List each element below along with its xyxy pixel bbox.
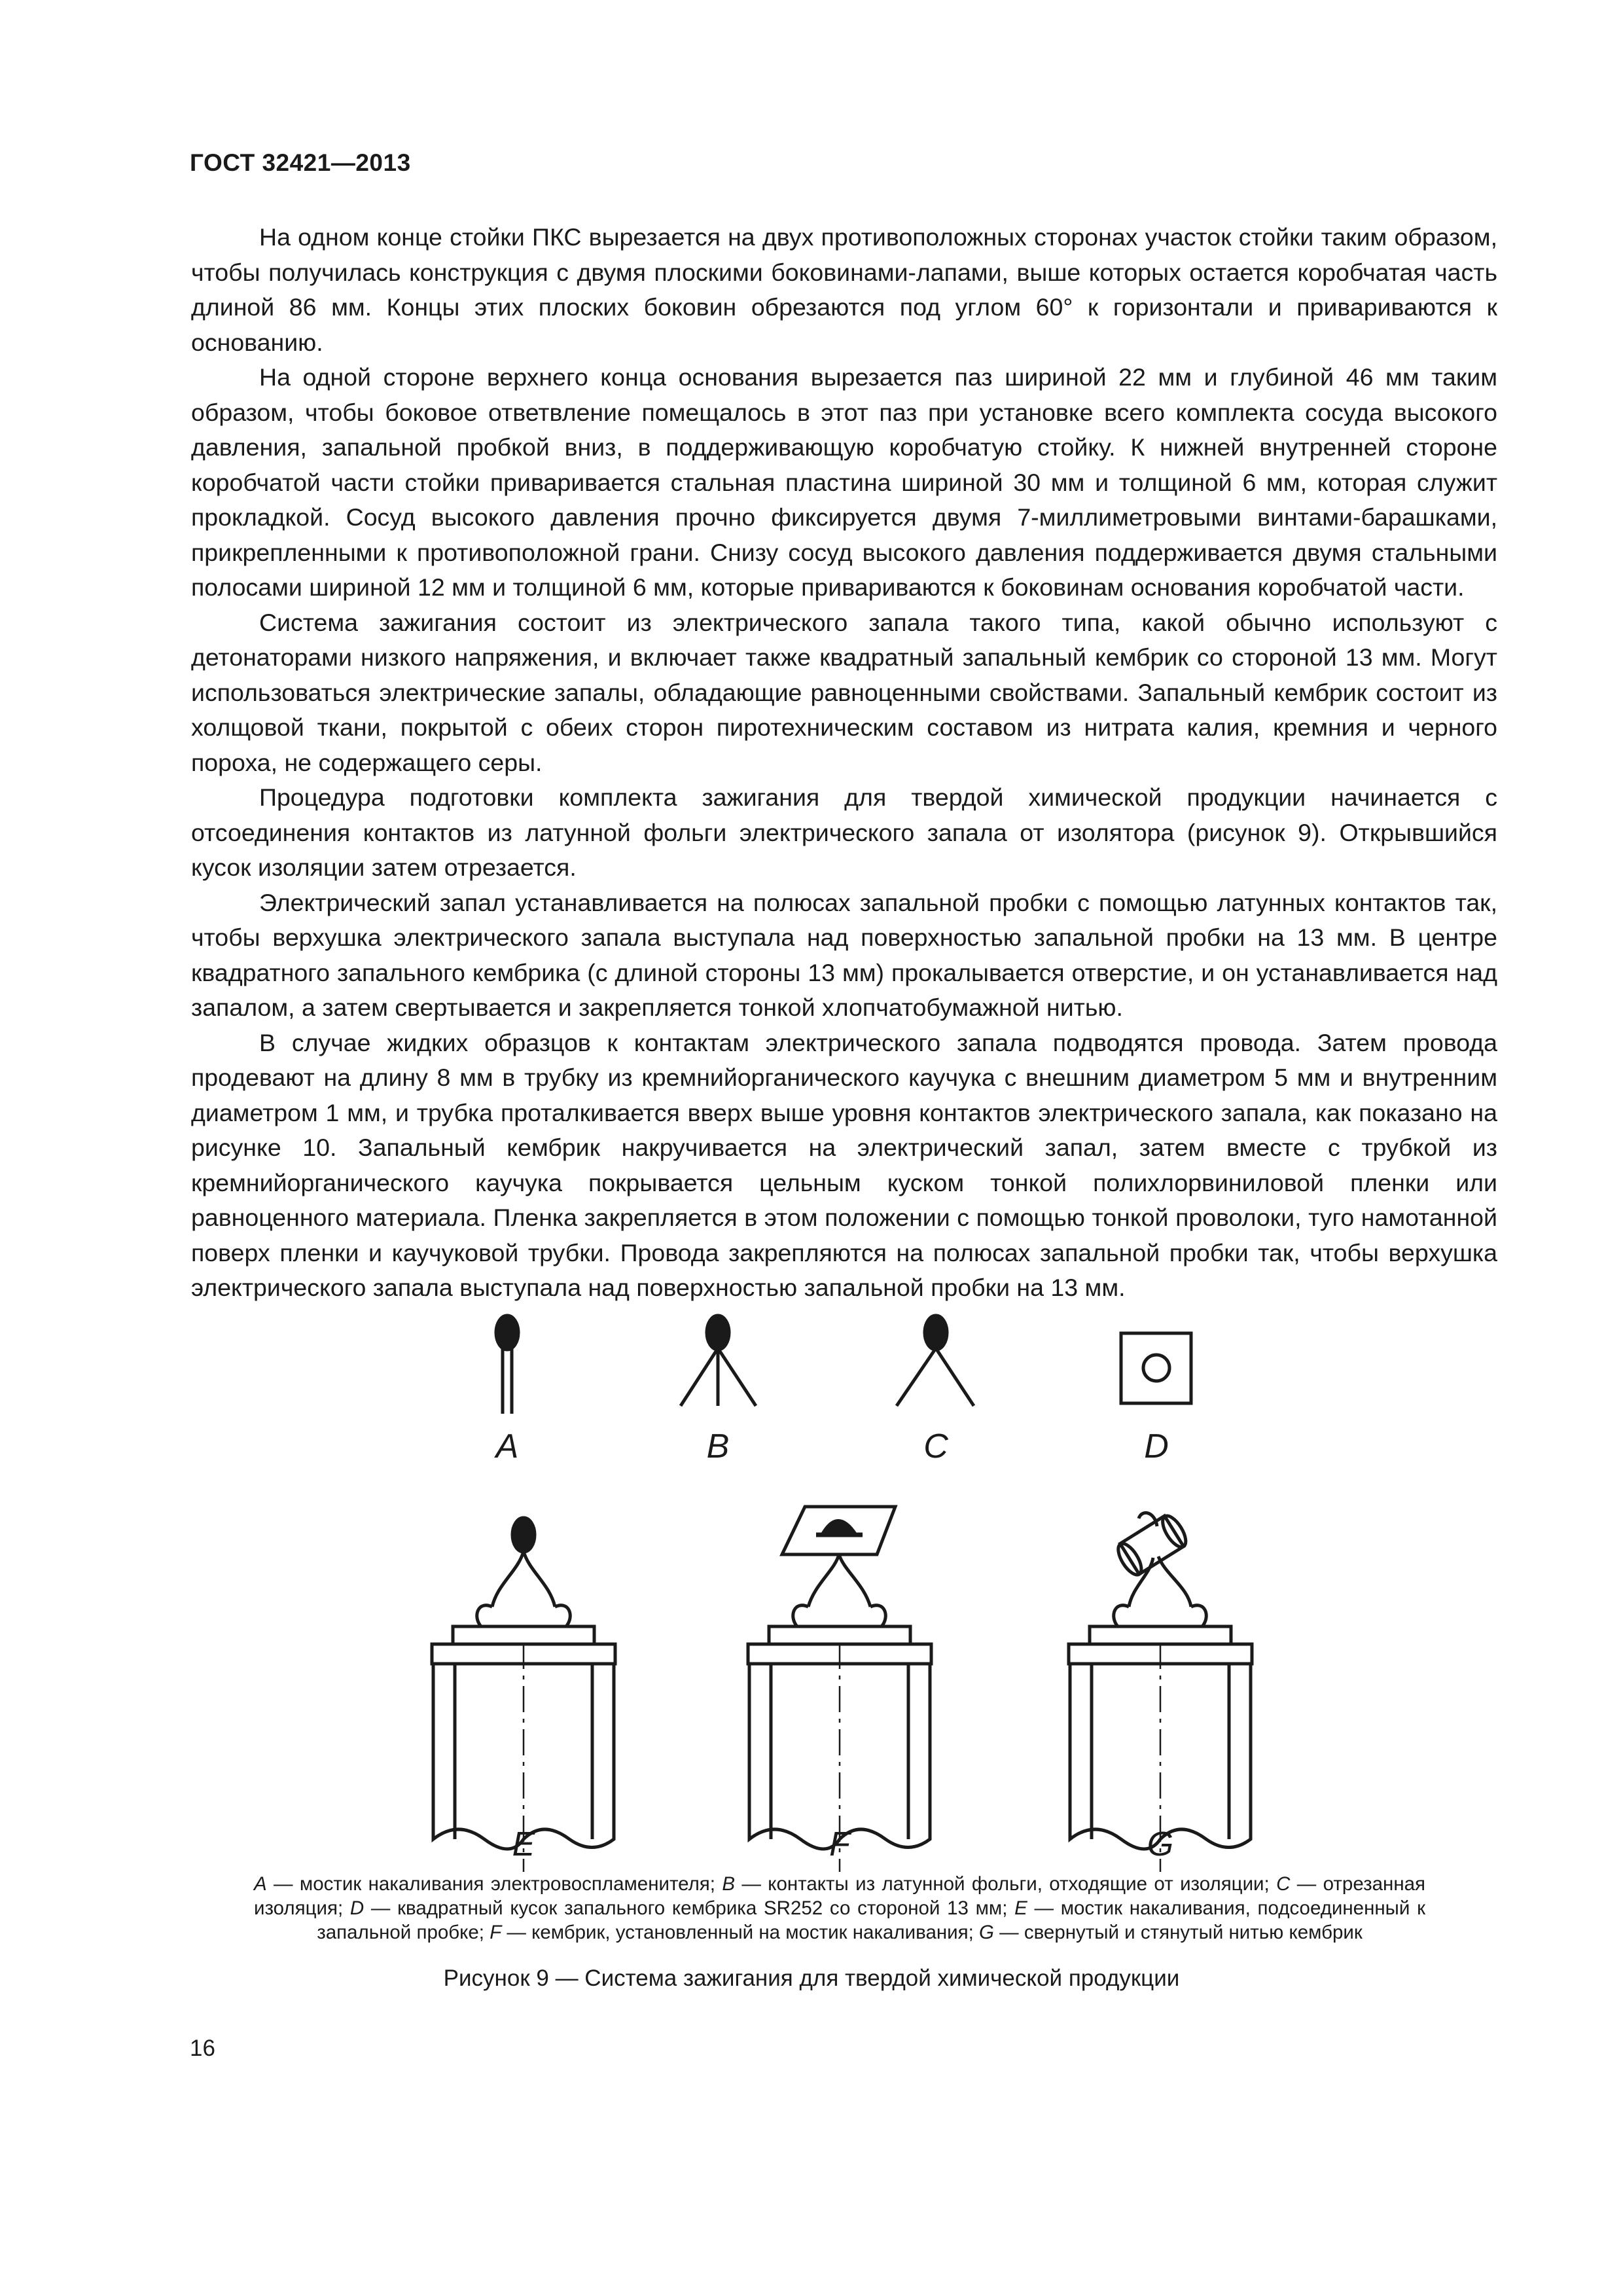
paragraph: На одной стороне верхнего конца основания вырезается паз шириной 22 мм и глубиной 46 мм таким образом, чтобы боковое ответвление помещалось в этот паз при установке всего комплекта сосуда высокого давления, запальной пробкой вниз, в поддерживающую коробчатую стойку. К нижней внутренней стороне коробчатой части стойки приваривается стальная пластина шириной 30 мм и толщиной 6 мм, которая служит прокладкой. Сосуд высокого давления прочно фиксируется двумя 7-миллиметровыми винтами-барашками, прикрепленными к противоположной грани. Снизу сосуд высокого давления поддерживается двумя стальными полосами шириной 12 мм и толщиной 6 мм, которые привариваются к боковинам основания коробчатой части.: [191, 363, 1497, 601]
legend-item-c: C — отрезанная изоляция;: [254, 1873, 1425, 1919]
legend-item-a: A — мостик накаливания электровоспламенителя;: [254, 1873, 722, 1895]
legend-item-g: G — свернутый и стянутый нитью кембрик: [979, 1922, 1363, 1943]
figure-label-g: G: [1147, 1825, 1174, 1863]
paragraph: Процедура подготовки комплекта зажигания для твердой химической продукции начинается с отсоединения контактов из латунной фольги электрического запала от изолятора (рисунок 9). Открывшийся кусок изоляции затем отрезается.: [191, 783, 1497, 881]
cut-insulation-icon-c: [897, 1316, 974, 1406]
plug-assembly-icon-g: [1069, 1512, 1252, 1872]
page-number: 16: [190, 2036, 215, 2061]
figure-label-c: C: [923, 1427, 948, 1465]
paragraph: В случае жидких образцов к контактам электрического запала подводятся провода. Затем провода продевают на длину 8 мм в трубку из кремнийорганического каучука с внешним диаметром 5 мм и внутренним диаметром 1 мм, и трубка проталкивается вверх выше уровня контактов электрического запала, как показано на рисунке 10. Запальный кембрик накручивается на электрический запал, затем вместе с трубкой из кремнийорганического каучука покрывается цельным куском тонкой полихлорвиниловой пленки или равноценного материала. Пленка закрепляется в этом положении с помощью тонкой проволоки, туго намотанной поверх пленки и каучуковой трубки. Провода закрепляются на полюсах запальной пробки так, чтобы верхушка электрического запала выступала над поверхностью запальной пробки на 13 мм.: [191, 1028, 1497, 1301]
paragraph: На одном конце стойки ПКС вырезается на двух противоположных сторонах участок стойки таким образом, чтобы получилась конструкция с двумя плоскими боковинами-лапами, выше которых остается коробчатая часть длиной 86 мм. Концы этих плоских боковин обрезаются под углом 60° к горизонтали и привариваются к основанию.: [191, 223, 1497, 356]
legend-item-b: B — контакты из латунной фольги, отходящие от изоляции;: [722, 1873, 1277, 1895]
figure-label-a: A: [495, 1427, 519, 1465]
brass-contacts-icon-b: [681, 1316, 756, 1406]
plug-assembly-icon-f: [748, 1507, 931, 1872]
paragraph: Электрический запал устанавливается на полюсах запальной пробки с помощью латунных контактов так, чтобы верхушка электрического запала выступала над поверхностью запальной пробки на 13 мм. В центре квадратного запального кембрика (с длиной стороны 13 мм) прокалывается отверстие, и он устанавливается над запалом, а затем свертывается и закрепляется тонкой хлопчатобумажной нитью.: [191, 888, 1497, 1021]
figure-label-b: B: [706, 1427, 730, 1465]
figure-caption: Рисунок 9 — Система зажигания для твердой химической продукции: [443, 1965, 1180, 1991]
paragraph: Система зажигания состоит из электрического запала такого типа, какой обычно используют с детонаторами низкого напряжения, и включает также квадратный запальный кембрик со стороной 13 мм. Могут использоваться электрические запалы, обладающие равноценными свойствами. Запальный кембрик состоит из холщовой ткани, покрытой с обеих сторон пиротехническим составом из нитрата калия, кремния и черного пороха, не содержащего серы.: [191, 608, 1497, 776]
document-header: ГОСТ 32421—2013: [190, 149, 411, 176]
legend-item-d: D — квадратный кусок запального кембрика SR252 со стороной 13 мм;: [349, 1897, 1015, 1919]
igniter-square-icon-d: [1121, 1333, 1191, 1403]
figure-legend: [254, 1872, 1425, 1945]
plug-assembly-icon-e: [432, 1518, 615, 1872]
figure-9: [0, 1296, 1623, 1885]
body-text: [191, 220, 1497, 1306]
fuse-head-icon-a: [496, 1316, 518, 1414]
legend-item-f: F — кембрик, установленный на мостик накаливания;: [490, 1922, 979, 1943]
legend-item-e: E — мостик накаливания, подсоединенный к запальной пробке;: [317, 1897, 1425, 1943]
figure-drawing: [0, 1296, 1623, 1885]
figure-label-e: E: [512, 1825, 535, 1863]
figure-label-d: D: [1144, 1427, 1169, 1465]
figure-label-f: F: [829, 1825, 850, 1863]
